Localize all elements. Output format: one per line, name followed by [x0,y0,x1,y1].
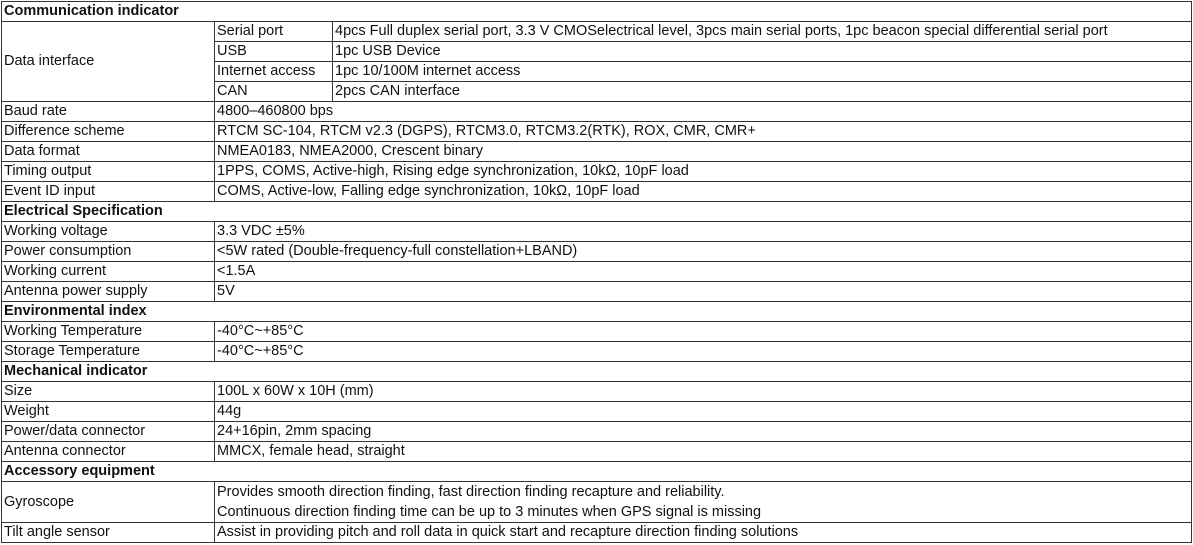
row-label: Data format [2,142,215,162]
section-row [2,302,1192,322]
row-value: <1.5A [215,262,1192,282]
row-label: Power consumption [2,242,215,262]
section-header-environmental: Environmental index [2,302,1192,322]
row-value: RTCM SC-104, RTCM v2.3 (DGPS), RTCM3.0, RTCM3.2(RTK), ROX, CMR, CMR+ [215,122,1192,142]
table-row [2,262,1192,282]
sub-label: USB [215,42,333,62]
row-label: Gyroscope [2,482,215,523]
row-label: Working voltage [2,222,215,242]
row-label-data-interface: Data interface [2,22,215,102]
table-row [2,222,1192,242]
row-value: 100L x 60W x 10H (mm) [215,382,1192,402]
row-label: Difference scheme [2,122,215,142]
table-row [2,342,1192,362]
sub-label: Internet access [215,62,333,82]
specification-table [1,1,1192,543]
row-value: NMEA0183, NMEA2000, Crescent binary [215,142,1192,162]
row-value: 4pcs Full duplex serial port, 3.3 V CMOSelectrical level, 3pcs main serial ports, 1pc beacon special differential serial port [333,22,1192,42]
table-row [2,182,1192,202]
row-label: Storage Temperature [2,342,215,362]
row-value: -40°C~+85°C [215,342,1192,362]
row-value: Assist in providing pitch and roll data in quick start and recapture direction finding solutions [215,523,1192,543]
row-label: Working Temperature [2,322,215,342]
table-row [2,122,1192,142]
section-row [2,362,1192,382]
table-row [2,22,1192,42]
row-label: Tilt angle sensor [2,523,215,543]
table-row [2,382,1192,402]
table-row [2,242,1192,262]
row-label: Event ID input [2,182,215,202]
sub-label: Serial port [215,22,333,42]
row-value: <5W rated (Double-frequency-full constellation+LBAND) [215,242,1192,262]
table-row [2,282,1192,302]
section-row [2,202,1192,222]
row-value: COMS, Active-low, Falling edge synchronization, 10kΩ, 10pF load [215,182,1192,202]
row-value-multiline [215,482,1192,523]
row-label: Timing output [2,162,215,182]
section-header-communication: Communication indicator [2,2,1192,22]
row-value: 5V [215,282,1192,302]
row-label: Weight [2,402,215,422]
row-label: Power/data connector [2,422,215,442]
row-label: Antenna power supply [2,282,215,302]
row-value: 4800–460800 bps [215,102,1192,122]
table-row [2,482,1192,523]
table-row [2,322,1192,342]
gyroscope-line-2: Continuous direction finding time can be up to 3 minutes when GPS signal is missing [217,504,762,520]
table-row [2,142,1192,162]
table-row [2,402,1192,422]
section-row [2,462,1192,482]
row-label: Baud rate [2,102,215,122]
row-label: Antenna connector [2,442,215,462]
row-label: Size [2,382,215,402]
table-row [2,102,1192,122]
row-value: 2pcs CAN interface [333,82,1192,102]
gyroscope-line-1: Provides smooth direction finding, fast direction finding recapture and reliability. [217,484,725,500]
row-value: 24+16pin, 2mm spacing [215,422,1192,442]
section-header-accessory: Accessory equipment [2,462,1192,482]
row-label: Working current [2,262,215,282]
table-row [2,442,1192,462]
row-value: MMCX, female head, straight [215,442,1192,462]
row-value: 1PPS, COMS, Active-high, Rising edge synchronization, 10kΩ, 10pF load [215,162,1192,182]
section-header-mechanical: Mechanical indicator [2,362,1192,382]
table-row [2,523,1192,543]
row-value: 1pc USB Device [333,42,1192,62]
section-header-electrical: Electrical Specification [2,202,1192,222]
row-value: 1pc 10/100M internet access [333,62,1192,82]
section-row [2,2,1192,22]
sub-label: CAN [215,82,333,102]
row-value: 44g [215,402,1192,422]
row-value: -40°C~+85°C [215,322,1192,342]
table-row [2,162,1192,182]
row-value: 3.3 VDC ±5% [215,222,1192,242]
table-row [2,422,1192,442]
